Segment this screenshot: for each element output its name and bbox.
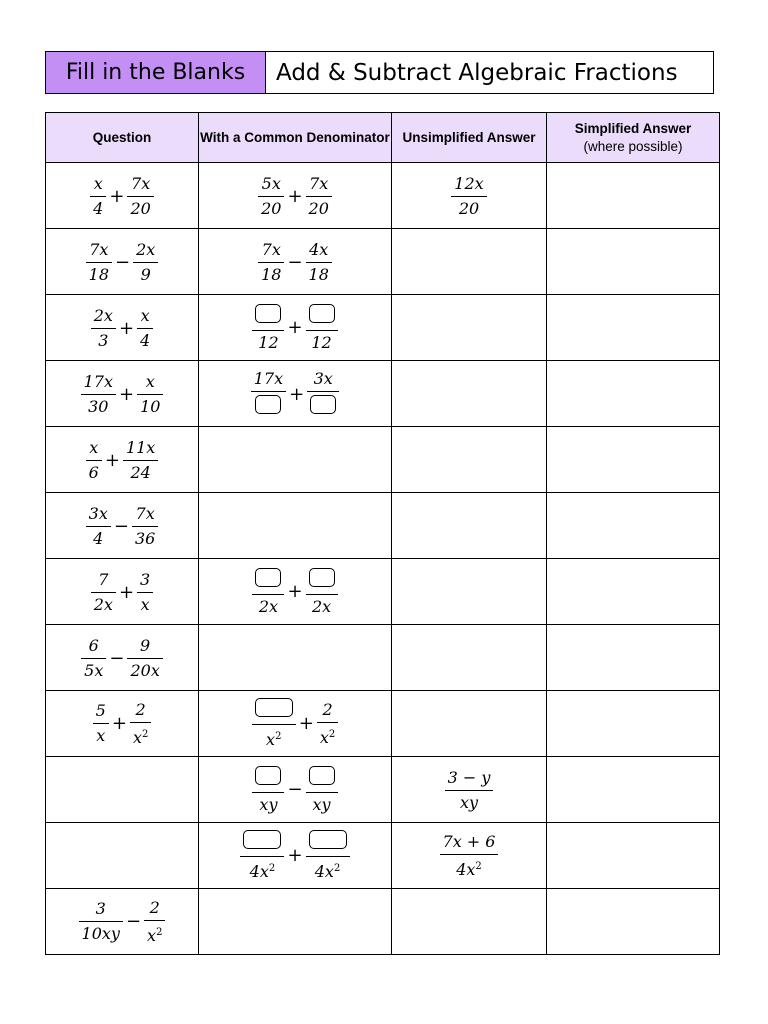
numerator: 7x xyxy=(261,239,281,259)
operator: − xyxy=(113,515,129,537)
denominator: 3 xyxy=(98,330,109,350)
expression xyxy=(238,830,351,881)
expression xyxy=(249,370,341,418)
operator: − xyxy=(287,251,303,273)
table-row xyxy=(46,427,720,493)
common-denominator-cell[interactable] xyxy=(199,691,392,757)
numerator: 3x xyxy=(313,369,333,388)
numerator: 5x xyxy=(261,173,281,193)
numerator: 3 xyxy=(140,569,151,589)
denominator: $x^2$ xyxy=(132,727,149,747)
fraction xyxy=(258,175,284,218)
answer-blank-box[interactable] xyxy=(255,395,281,414)
table-row xyxy=(46,559,720,625)
table-row xyxy=(46,889,720,955)
denominator: $4x^2$ xyxy=(456,860,482,879)
denominator: 20 xyxy=(261,198,282,218)
question-cell xyxy=(46,229,199,295)
numerator: 7x + 6 xyxy=(442,832,496,851)
unsimplified-answer-cell[interactable] xyxy=(392,757,547,823)
common-denominator-cell[interactable] xyxy=(199,493,392,559)
numerator: 2 xyxy=(149,897,160,917)
fraction xyxy=(306,304,338,352)
question-cell xyxy=(46,295,199,361)
numerator: 2x xyxy=(93,305,113,325)
fraction xyxy=(123,439,158,482)
fraction xyxy=(306,241,332,284)
fraction xyxy=(307,370,339,418)
question-cell xyxy=(46,823,199,889)
operator: − xyxy=(109,647,125,669)
answer-blank-box[interactable] xyxy=(309,304,335,323)
fraction xyxy=(90,175,106,218)
question-cell xyxy=(46,163,199,229)
common-denominator-cell[interactable] xyxy=(199,427,392,493)
fraction xyxy=(252,568,284,616)
denominator: 10xy xyxy=(81,924,120,943)
answer-blank-box[interactable] xyxy=(255,766,281,785)
common-denominator-cell[interactable] xyxy=(199,229,392,295)
numerator: 11x xyxy=(125,437,156,457)
table-row xyxy=(46,163,720,229)
numerator: 7x xyxy=(135,503,155,523)
unsimplified-answer-cell[interactable] xyxy=(392,427,547,493)
answer-blank-box[interactable] xyxy=(309,766,335,785)
expression xyxy=(88,175,156,218)
fraction xyxy=(91,571,116,614)
numerator: x xyxy=(140,305,150,325)
fraction xyxy=(133,241,158,284)
common-denominator-cell[interactable] xyxy=(199,823,392,889)
numerator: x xyxy=(93,173,103,193)
fraction xyxy=(132,505,158,548)
denominator: 20 xyxy=(130,198,151,218)
question-cell xyxy=(46,691,199,757)
expression xyxy=(91,701,154,747)
simplified-answer-cell[interactable] xyxy=(547,691,720,757)
denominator: 4 xyxy=(93,198,104,218)
numerator: 6 xyxy=(88,635,99,655)
unsimplified-answer-cell[interactable] xyxy=(392,295,547,361)
common-denominator-cell[interactable] xyxy=(199,889,392,955)
common-denominator-cell[interactable] xyxy=(199,361,392,427)
numerator: 7x xyxy=(309,173,329,193)
denominator: 18 xyxy=(88,264,110,284)
denominator: x xyxy=(140,594,150,614)
denominator: 4 xyxy=(93,528,104,548)
unsimplified-answer-cell[interactable] xyxy=(392,559,547,625)
denominator: 20 xyxy=(308,198,329,218)
denominator: $x^2$ xyxy=(319,727,336,747)
common-denominator-cell[interactable] xyxy=(199,163,392,229)
worksheet-title-banner xyxy=(45,51,714,94)
denominator: $x^2$ xyxy=(266,730,282,749)
numerator: 7x xyxy=(89,239,109,259)
denominator: $x^2$ xyxy=(147,925,163,945)
common-denominator-cell[interactable] xyxy=(199,757,392,823)
simplified-answer-cell[interactable] xyxy=(547,361,720,427)
expression xyxy=(443,769,496,812)
denominator: 9 xyxy=(140,264,151,284)
expression xyxy=(250,304,339,352)
expression xyxy=(250,698,341,749)
denominator: $4x^2$ xyxy=(314,862,341,881)
fraction xyxy=(137,571,153,614)
answer-blank-box[interactable] xyxy=(255,304,281,323)
fraction xyxy=(306,175,332,218)
denominator: xy xyxy=(312,794,331,814)
operator: + xyxy=(118,383,135,405)
table-row xyxy=(46,229,720,295)
answer-blank-box[interactable] xyxy=(309,568,335,587)
operator: − xyxy=(287,779,303,800)
fraction xyxy=(306,766,338,814)
column-header-question: Question xyxy=(46,113,199,163)
denominator: 30 xyxy=(88,396,109,416)
simplified-answer-cell[interactable] xyxy=(547,229,720,295)
numerator: 7x xyxy=(131,173,151,193)
numerator: 3 xyxy=(95,899,106,918)
expression xyxy=(438,833,501,879)
denominator: 24 xyxy=(130,462,151,482)
numerator: 17x xyxy=(253,369,284,388)
fraction xyxy=(137,307,153,350)
fraction xyxy=(258,241,284,284)
answer-blank-box[interactable] xyxy=(310,395,336,414)
simplified-answer-cell[interactable] xyxy=(547,889,720,955)
operator: + xyxy=(118,317,135,339)
question-cell xyxy=(46,493,199,559)
table-row xyxy=(46,823,720,889)
numerator: 2 xyxy=(322,699,333,719)
expression xyxy=(89,571,155,614)
operator: + xyxy=(287,185,303,207)
common-denominator-cell[interactable] xyxy=(199,625,392,691)
worksheet-table xyxy=(45,112,720,955)
denominator: 5x xyxy=(84,660,104,680)
answer-blank-box[interactable] xyxy=(255,698,293,717)
fraction xyxy=(144,899,165,945)
table-row xyxy=(46,493,720,559)
expression xyxy=(250,568,339,616)
table-row xyxy=(46,691,720,757)
worksheet-title: Add & Subtract Algebraic Fractions xyxy=(276,59,678,86)
expression xyxy=(449,175,488,218)
denominator: 10 xyxy=(140,396,161,416)
numerator: 17x xyxy=(83,371,113,391)
fraction xyxy=(91,307,116,350)
denominator: 6 xyxy=(88,462,99,482)
operator: + xyxy=(104,449,120,471)
table-row xyxy=(46,757,720,823)
simplified-answer-cell[interactable] xyxy=(547,757,720,823)
operator: + xyxy=(109,185,125,207)
expression xyxy=(250,766,339,814)
fraction xyxy=(127,637,162,680)
denominator: 20 xyxy=(458,198,480,218)
question-cell xyxy=(46,427,199,493)
expression xyxy=(84,241,161,284)
fraction xyxy=(252,698,296,749)
simplified-answer-cell[interactable] xyxy=(547,295,720,361)
fraction xyxy=(137,373,163,416)
numerator: 2 xyxy=(135,699,146,719)
simplified-answer-cell[interactable] xyxy=(547,559,720,625)
operator: + xyxy=(118,581,135,603)
operator: − xyxy=(125,911,142,932)
denominator: 2x xyxy=(258,596,279,616)
unsimplified-answer-cell[interactable] xyxy=(392,889,547,955)
unsimplified-answer-cell[interactable] xyxy=(392,163,547,229)
fraction xyxy=(451,175,486,218)
question-cell xyxy=(46,889,199,955)
numerator: 5 xyxy=(95,701,106,720)
denominator: 18 xyxy=(308,264,329,284)
fraction xyxy=(445,769,494,812)
table-header-row xyxy=(46,113,720,163)
question-cell xyxy=(46,559,199,625)
fraction xyxy=(240,830,284,881)
numerator: 2x xyxy=(136,239,156,259)
denominator: $4x^2$ xyxy=(249,862,276,881)
denominator: x xyxy=(96,726,106,745)
fraction xyxy=(81,373,116,416)
operator: + xyxy=(287,581,303,602)
answer-blank-box[interactable] xyxy=(309,830,347,849)
fraction xyxy=(130,701,151,747)
worksheet-tag: Fill in the Blanks xyxy=(46,52,266,93)
denominator: xy xyxy=(259,794,278,814)
simplified-answer-cell[interactable] xyxy=(547,427,720,493)
expression xyxy=(79,373,166,416)
answer-blank-box[interactable] xyxy=(255,568,281,587)
fraction xyxy=(251,370,286,418)
numerator: 3 − y xyxy=(447,767,491,787)
numerator: x xyxy=(89,437,99,457)
denominator: 2x xyxy=(311,596,332,616)
fraction xyxy=(86,241,112,284)
denominator: 2x xyxy=(93,594,113,614)
numerator: x xyxy=(145,371,155,391)
fraction xyxy=(317,701,338,747)
operator: − xyxy=(115,251,131,273)
common-denominator-cell[interactable] xyxy=(199,559,392,625)
answer-blank-box[interactable] xyxy=(243,830,281,849)
fraction xyxy=(79,900,123,943)
simplified-answer-cell[interactable] xyxy=(547,823,720,889)
column-header-common-denominator: With a Common Denominator xyxy=(199,113,392,163)
operator: + xyxy=(289,383,305,405)
numerator: 7 xyxy=(98,569,109,589)
unsimplified-answer-cell[interactable] xyxy=(392,361,547,427)
expression xyxy=(89,307,155,350)
expression xyxy=(256,175,334,218)
numerator: 4x xyxy=(309,239,329,259)
question-cell xyxy=(46,757,199,823)
expression xyxy=(77,899,168,945)
common-denominator-cell[interactable] xyxy=(199,295,392,361)
fraction xyxy=(86,439,102,482)
column-header-unsimplified: Unsimplified Answer xyxy=(392,113,547,163)
denominator: 12 xyxy=(258,332,279,352)
numerator: 3x xyxy=(88,503,108,523)
question-cell xyxy=(46,625,199,691)
fraction xyxy=(252,766,284,814)
unsimplified-answer-cell[interactable] xyxy=(392,625,547,691)
expression xyxy=(84,439,161,482)
denominator: 12 xyxy=(311,332,332,352)
fraction xyxy=(93,702,109,745)
fraction xyxy=(252,304,284,352)
denominator: 36 xyxy=(134,528,156,548)
table-row xyxy=(46,361,720,427)
expression xyxy=(256,241,334,284)
fraction xyxy=(81,637,106,680)
unsimplified-answer-cell[interactable] xyxy=(392,691,547,757)
denominator: 20x xyxy=(130,660,160,680)
denominator: xy xyxy=(459,792,479,812)
fraction xyxy=(306,568,338,616)
expression xyxy=(84,505,161,548)
denominator: 4 xyxy=(140,330,151,350)
expression xyxy=(79,637,165,680)
simplified-answer-cell[interactable] xyxy=(547,493,720,559)
unsimplified-answer-cell[interactable] xyxy=(392,229,547,295)
fraction xyxy=(86,505,111,548)
unsimplified-answer-cell[interactable] xyxy=(392,493,547,559)
unsimplified-answer-cell[interactable] xyxy=(392,823,547,889)
question-cell xyxy=(46,361,199,427)
fraction xyxy=(127,175,153,218)
simplified-answer-cell[interactable] xyxy=(547,163,720,229)
column-header-simplified: Simplified Answer (where possible) xyxy=(547,113,720,163)
operator: + xyxy=(111,713,127,734)
denominator: 18 xyxy=(261,264,282,284)
simplified-answer-cell[interactable] xyxy=(547,625,720,691)
table-row xyxy=(46,295,720,361)
operator: + xyxy=(298,713,314,734)
operator: + xyxy=(287,845,303,866)
numerator: 12x xyxy=(454,173,484,193)
operator: + xyxy=(287,317,303,338)
fraction xyxy=(440,833,499,879)
numerator: 9 xyxy=(140,635,151,655)
fraction xyxy=(306,830,350,881)
table-row xyxy=(46,625,720,691)
